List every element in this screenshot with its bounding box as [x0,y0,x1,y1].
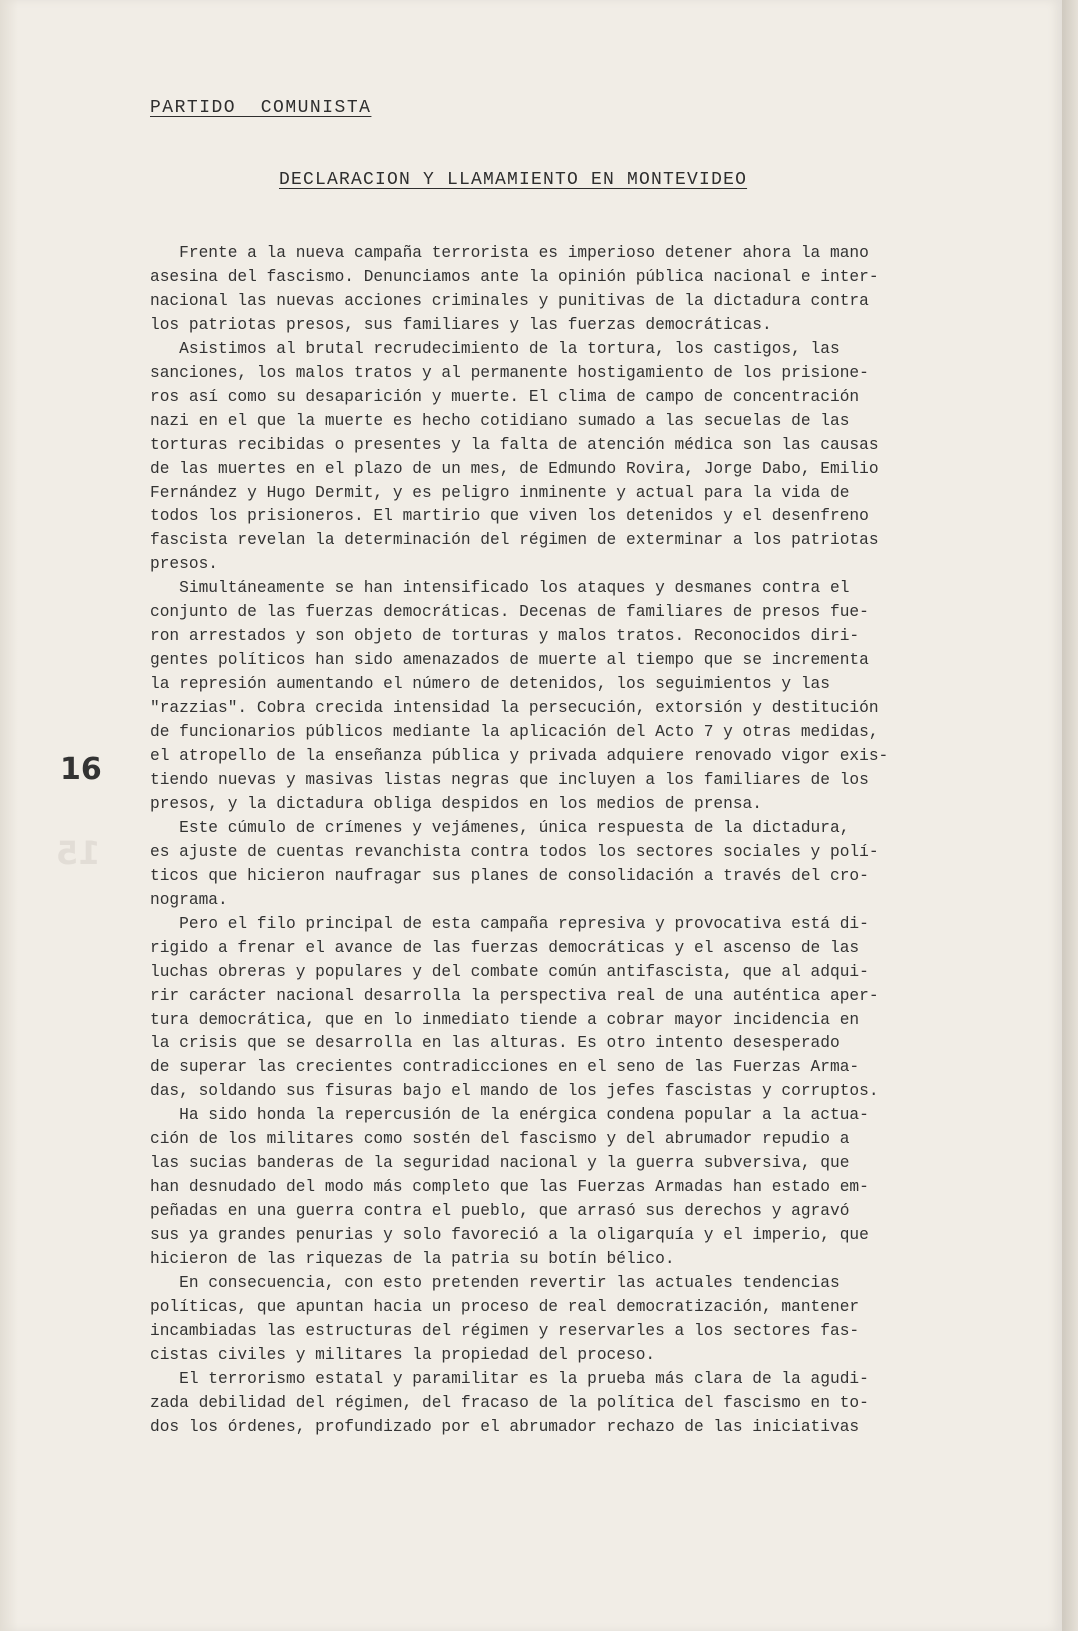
text-line: el atropello de la enseñanza pública y privada adquiere renovado vigor exis- [150,747,889,766]
text-line: de funcionarios públicos mediante la aplicación del Acto 7 y otras medidas, [150,723,879,742]
text-line: sanciones, los malos tratos y al permanente hostigamiento de los prisione- [150,363,869,382]
page-edge [1062,0,1078,1631]
bleed-through-mark: 15 [56,834,101,872]
text-line: ción de los militares como sostén del fascismo y del abrumador repudio a [150,1130,850,1149]
text-line: la represión aumentando el número de detenidos, los seguimientos y las [150,675,830,694]
text-line: nograma. [150,890,228,909]
text-line: ticos que hicieron naufragar sus planes de consolidación a través del cro- [150,866,869,885]
document-body [150,242,1050,1440]
text-line: Simultáneamente se han intensificado los ataques y desmanes contra el [150,579,850,598]
text-line: Este cúmulo de crímenes y vejámenes, única respuesta de la dictadura, [150,818,850,837]
text-line: das, soldando sus fisuras bajo el mando de los jefes fascistas y corruptos. [150,1082,879,1101]
text-line: Fernández y Hugo Dermit, y es peligro inminente y actual para la vida de [150,483,850,502]
text-line: han desnudado del modo más completo que las Fuerzas Armadas han estado em- [150,1178,869,1197]
text-line: Frente a la nueva campaña terrorista es imperioso detener ahora la mano [150,244,869,262]
text-line: hicieron de las riquezas de la patria su botín bélico. [150,1250,675,1269]
text-line: los patriotas presos, sus familiares y las fuerzas democráticas. [150,315,772,334]
text-line: Ha sido honda la repercusión de la enérgica condena popular a la actua- [150,1106,869,1125]
text-line: luchas obreras y populares y del combate común antifascista, que al adqui- [150,962,869,981]
text-line: asesina del fascismo. Denunciamos ante la opinión pública nacional e inter- [150,267,879,286]
text-line: conjunto de las fuerzas democráticas. Decenas de familiares de presos fue- [150,603,869,622]
text-line: "razzias". Cobra crecida intensidad la persecución, extorsión y destitución [150,699,879,718]
text-line: Pero el filo principal de esta campaña represiva y provocativa está di- [150,914,869,933]
text-line: es ajuste de cuentas revanchista contra todos los sectores sociales y polí- [150,842,879,861]
text-line: de las muertes en el plazo de un mes, de Edmundo Rovira, Jorge Dabo, Emilio [150,459,879,478]
text-line: El terrorismo estatal y paramilitar es la prueba más clara de la agudi- [150,1369,869,1388]
text-line: fascista revelan la determinación del régimen de exterminar a los patriotas [150,531,879,550]
text-line: ros así como su desaparición y muerte. El clima de campo de concentración [150,387,860,406]
text-line: tiendo nuevas y masivas listas negras que incluyen a los familiares de los [150,770,869,789]
text-line: nacional las nuevas acciones criminales y punitivas de la dictadura contra [150,291,869,310]
text-line: tura democrática, que en lo inmediato tiende a cobrar mayor incidencia en [150,1010,860,1029]
page-number: 16 [60,752,102,787]
text-line: torturas recibidas o presentes y la falta de atención médica son las causas [150,435,879,454]
text-line: todos los prisioneros. El martirio que viven los detenidos y el desenfreno [150,507,869,526]
text-line: las sucias banderas de la seguridad nacional y la guerra subversiva, que [150,1154,850,1173]
text-line: Asistimos al brutal recrudecimiento de la tortura, los castigos, las [150,339,840,358]
text-line: En consecuencia, con esto pretenden revertir las actuales tendencias [150,1273,840,1292]
text-line: sus ya grandes penurias y solo favoreció a la oligarquía y el imperio, que [150,1226,869,1245]
text-line: la crisis que se desarrolla en las alturas. Es otro intento desesperado [150,1034,840,1053]
page-shadow [0,0,18,1631]
text-line: rir carácter nacional desarrolla la perspectiva real de una auténtica aper- [150,986,879,1005]
text-line: rigido a frenar el avance de las fuerzas democráticas y el ascenso de las [150,938,860,957]
document-title: DECLARACION Y LLAMAMIENTO EN MONTEVIDEO [279,170,748,190]
text-line: dos los órdenes, profundizado por el abrumador rechazo de las iniciativas [150,1417,860,1436]
text-line: zada debilidad del régimen, del fracaso de la política del fascismo en to- [150,1393,869,1412]
text-line: incambiadas las estructuras del régimen y reservarles a los sectores fas- [150,1321,860,1340]
text-line: ron arrestados y son objeto de torturas y malos tratos. Reconocidos diri- [150,627,860,646]
party-header: PARTIDO COMUNISTA [150,98,372,118]
text-line: cistas civiles y militares la propiedad del proceso. [150,1345,656,1364]
text-line: políticas, que apuntan hacia un proceso de real democratización, mantener [150,1297,860,1316]
text-line: nazi en el que la muerte es hecho cotidiano sumado a las secuelas de las [150,411,850,430]
text-line: gentes políticos han sido amenazados de muerte al tiempo que se incrementa [150,651,869,670]
text-line: peñadas en una guerra contra el pueblo, que arrasó sus derechos y agravó [150,1202,850,1221]
text-line: presos. [150,555,218,574]
text-line: de superar las crecientes contradicciones en el seno de las Fuerzas Arma- [150,1058,860,1077]
text-line: presos, y la dictadura obliga despidos en los medios de prensa. [150,794,762,813]
